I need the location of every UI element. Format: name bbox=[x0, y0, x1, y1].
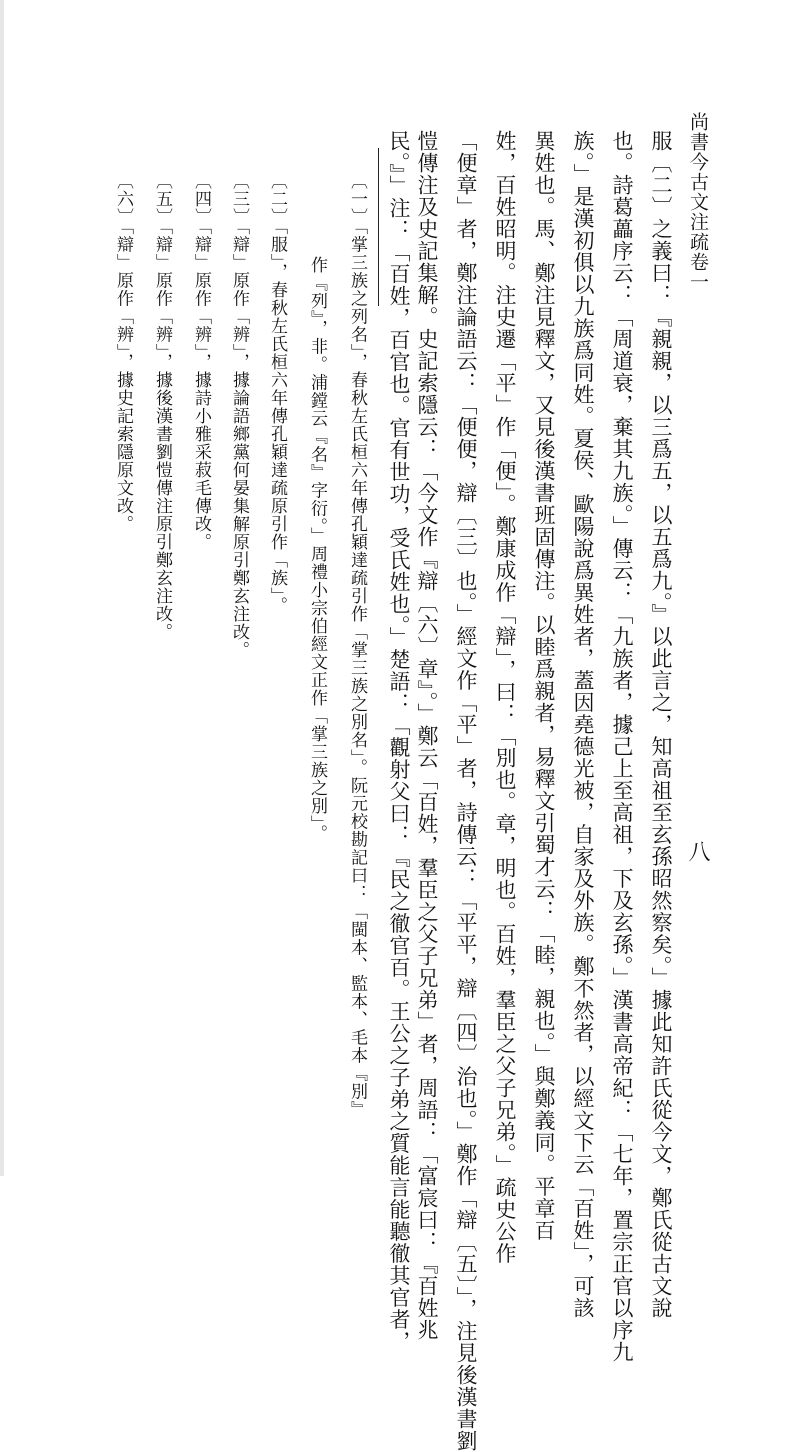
main-column-3: 族。」是漢初俱以九族爲同姓。夏侯、歐陽說爲異姓者，蓋因堯德光被，自家及外族。鄭不然者，以經文下云「百姓」，可該 bbox=[571, 130, 595, 1319]
page-edge-shadow bbox=[0, 0, 4, 1176]
footnote-5: 〔五〕「辯」原作「辨」，據後漢書劉愷傳注原引鄭玄注改。 bbox=[152, 172, 172, 641]
main-column-6: 「便章」者，鄭注論語云：「便便，辯〔三〕也。」經文作「平」者，詩傳云：「平平，辯〔四〕治也。」鄭作「辯〔五〕」，注見後漢書劉 bbox=[454, 130, 478, 1452]
main-column-1: 服〔二〕之義曰：『親親，以三爲五，以五爲九。』以此言之，知高祖至玄孫昭然察矣。」據此知許氏從今文，鄭氏從古文說 bbox=[649, 130, 673, 1319]
footnote-6: 〔六〕「辯」原作「辨」，據史記索隱原文改。 bbox=[113, 172, 133, 533]
main-column-7: 愷傳注及史記集解。史記索隱云：「今文作『辯〔六〕章』。」鄭云「百姓，羣臣之父子兄弟」者，周語：「富宸曰：『百姓兆 bbox=[415, 130, 439, 1341]
footnote-divider bbox=[378, 148, 379, 306]
footnote-4: 〔四〕「辯」原作「辨」，據詩小雅采菽毛傳改。 bbox=[191, 172, 211, 551]
page-number: 八 bbox=[685, 840, 710, 863]
main-column-4: 異姓也。馬、鄭注見釋文，又見後漢書班固傳注。以睦爲親者，易釋文引蜀才云：「睦，親也。」與鄭義同。平章百 bbox=[532, 130, 556, 1242]
footnote-3: 〔三〕「辯」原作「辨」，據論語鄉黨何晏集解原引鄭玄注改。 bbox=[229, 172, 249, 659]
main-column-2: 也。詩葛藟序云：「周道衰，棄其九族。」傳云：「九族者，據己上至高祖，下及玄孫。」漢書高帝紀：「七年，置宗正官以序九 bbox=[610, 130, 634, 1363]
main-column-5: 姓，百姓昭明。注史遷「平」作「便」。鄭康成作「辯」，曰：「別也。章，明也。百姓，羣臣之父子兄弟。」疏史公作 bbox=[493, 130, 517, 1265]
footnote-1-cont: 作『列』，非。浦鏜云『名』字衍。」周禮小宗伯經文正作「掌三族之別」。 bbox=[307, 256, 327, 843]
main-column-8: 民。』」注：「百姓，百官也。官有世功，受氏姓也。」楚語：「觀射父曰：『民之徹官百。王公之子弟之質能言能聽徹其官者， bbox=[387, 130, 411, 1353]
footnote-2: 〔二〕「服」，春秋左氏桓六年傳孔穎達疏原引作「族」。 bbox=[267, 172, 287, 615]
running-title: 尚書今古文注疏卷一 bbox=[687, 112, 709, 292]
footnote-1: 〔一〕「掌三族之列名」，春秋左氏桓六年傳孔穎達疏引作「掌三族之別名」。阮元校勘記曰：「閩本、監本、毛本『別』 bbox=[347, 172, 367, 1119]
